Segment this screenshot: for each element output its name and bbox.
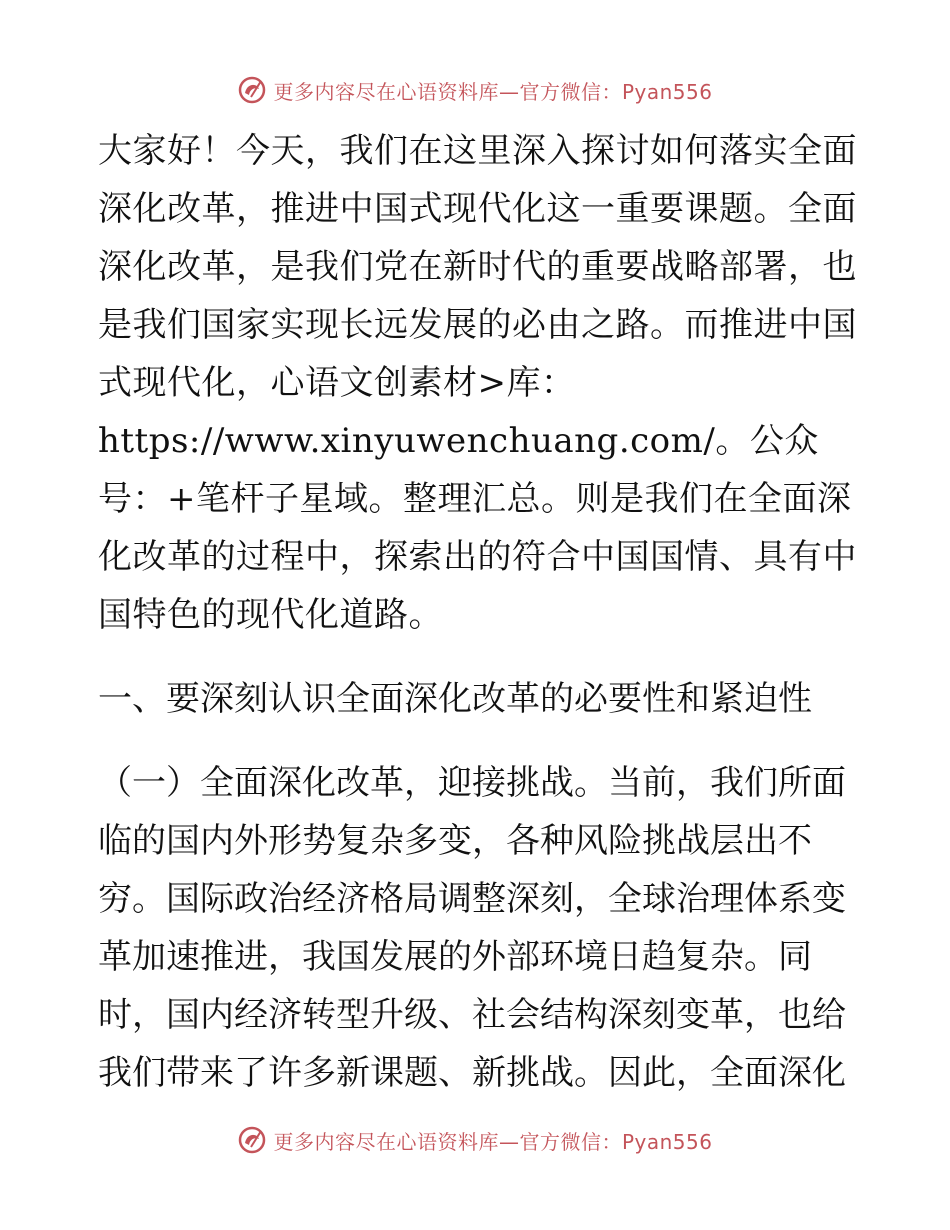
body-paragraph-challenges: （一）全面深化改革，迎接挑战。当前，我们所面临的国内外形势复杂多变，各种风险挑战层出不穷。国际政治经济格局调整深刻，全球治理体系变革加速推进，我国发展的外部环境日趋复杂。同时，国内经济转型升级、社会结构深刻变革，也给我们带来了许多新课题、新挑战。因此，全面深化 [98, 763, 846, 1093]
section-heading: 一、要深刻认识全面深化改革的必要性和紧迫性 [98, 679, 812, 719]
seal-swirl-logo-icon [237, 1125, 267, 1155]
header-banner [0, 70, 950, 110]
seal-swirl-logo-icon [237, 75, 267, 105]
footer-banner-text: 更多内容尽在心语资料库—官方微信：Pyan556 [273, 1129, 713, 1154]
document-body [98, 122, 858, 1102]
header-banner-text: 更多内容尽在心语资料库—官方微信：Pyan556 [273, 79, 713, 104]
footer-banner [0, 1120, 950, 1160]
body-paragraph-intro: 大家好！今天，我们在这里深入探讨如何落实全面深化改革，推进中国式现代化这一重要课题。全面深化改革，是我们党在新时代的重要战略部署，也是我们国家实现长远发展的必由之路。而推进中国式现代化，心语文创素材>库：https://www.xinyuwenchuang.com/。公众号：+笔杆子星域。整理汇总。则是我们在全面深化改革的过程中，探索出的符合中国国情、具有中国特色的现代化道路。 [98, 131, 857, 635]
